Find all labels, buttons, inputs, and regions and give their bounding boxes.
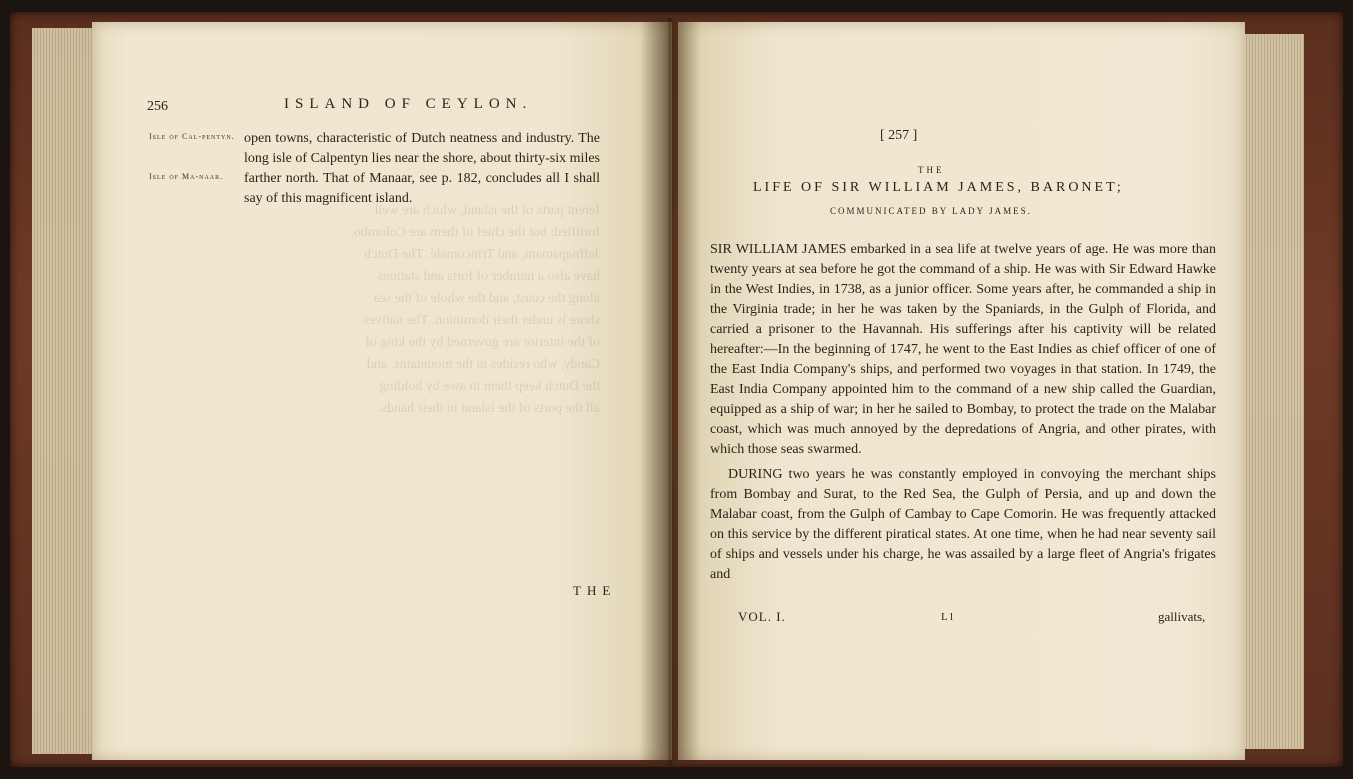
footer-volume: VOL. I. [738,609,786,624]
margin-note-manaar: Isle of Ma-naar. [149,172,224,181]
right-chapter-title: LIFE OF SIR WILLIAM JAMES, BARONET; [753,180,1124,195]
right-chapter-subtitle: COMMUNICATED BY LADY JAMES. [830,206,1032,216]
left-page-edges [32,28,94,754]
footer-catchword: gallivats, [1158,609,1206,624]
right-page-number: [ 257 ] [880,128,918,143]
footer-signature: L l [941,611,954,623]
paragraph-1: SIR WILLIAM JAMES embarked in a sea life at twelve years of age. He was more than twenty years at sea before he got the command of a ship. He was with Sir Edward Hawke in the West Indies, in 1738, as a junior officer. Some years after, he commanded a ship in the Virginia trade; in her he was taken by the Spaniards, in the Gulph of Florida, and carried a prisoner to the Havannah. His sufferings after his captivity will be related hereafter:—In the beginning of 1747, he went to the East Indies as chief officer of one of the East India Company's ships, and performed two voyages in that station. In 1749, the East India Company appointed him to the command of a new ship called the Guardian, equipped as a ship of war; in her he sailed to Bombay, to protect the trade on the Malabar coast, which was much annoyed by the depredations of Angria, and other pirates, with which those seas swarmed. [710,242,1216,457]
margin-note-calpentyn: Isle of Cal-pentyn. [149,132,235,141]
paragraph-2: DURING two years he was constantly employed in convoying the merchant ships from Bombay and Surat, to the Red Sea, the Gulph of Persia, and up and down the Malabar coast, from the Gulph of Cambay to Cape Comorin. He was frequently attacked on this service by the different piratical states. At one time, when he had near seventy sail of ships and vessels under his charge, he was assailed by a large fleet of Angria's frigates and [710,467,1216,582]
left-running-head: ISLAND OF CEYLON. [284,96,533,112]
right-page-body [710,240,1216,585]
left-catchword: THE [573,583,617,598]
left-page-bleed-through: ferent parts of the island, which are well fortified; but the chief of them are Colombo, Jaffnapatnam, and Trincomalé. The Dutch have also a number of forts and stations along the coast, and the whole of the sea shore is under their dominion. The natives of the interior are governed by the king of Candy, who resides in the mountains, and the Dutch keep them in awe by holding all the ports of the island in their hands. [350,203,600,416]
left-page-body: open towns, characteristic of Dutch neatness and industry. The long isle of Calpentyn lies near the shore, about thirty-six miles farther north. That of Manaar, see p. 182, concludes all I shall say of this magnificent island. [244,131,600,206]
right-pre-title: THE [918,165,945,175]
left-page-number: 256 [147,99,168,114]
right-page-edges [1244,34,1304,749]
